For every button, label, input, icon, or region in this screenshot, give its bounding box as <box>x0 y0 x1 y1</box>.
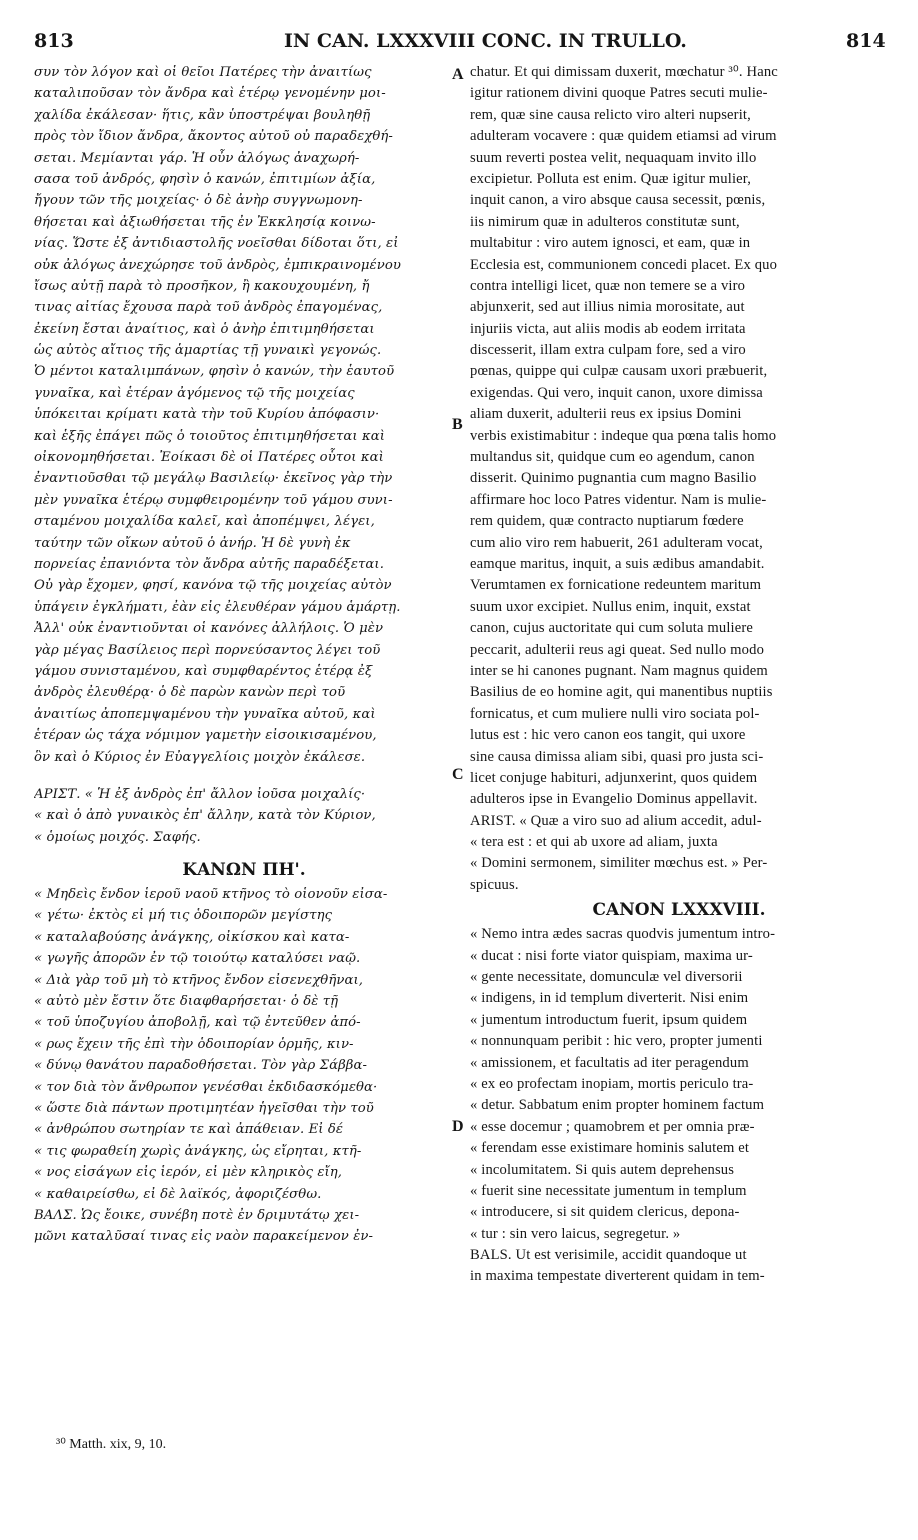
text-line: affirmare hoc loco Patres videntur. Nam is mulie- <box>470 491 767 508</box>
text-line: πορνείας ἐπανιόντα τὸν ἄνδρα αὐτῆς παραδέξεται. <box>34 556 384 572</box>
text-line: « detur. Sabbatum enim propter hominem factum <box>470 1097 765 1114</box>
text-line: « καταλαβούσης ἀνάγκης, οἰκίσκου καὶ κατα- <box>34 929 350 945</box>
text-line: suum reverti postea velit, nequaquam invito illo <box>470 149 757 166</box>
text-line: cum alio viro rem habuerit, 261 adulteram vocat, <box>470 534 763 551</box>
text-line: contra intelligi licet, quæ non temere se a viro <box>470 277 746 294</box>
text-line: ταύτην τῶν οἴκων αὐτοῦ ὁ ἀνήρ. Ἡ δὲ γυνὴ ἐκ <box>34 535 351 551</box>
margin-letter-b: B <box>452 416 463 433</box>
latin-canon-text <box>470 924 888 1245</box>
text-line: inter se hi canones pugnant. Nam magnus quidem <box>470 662 768 679</box>
text-line: « Domini sermonem, similiter mœchus est. » Per- <box>470 855 768 872</box>
text-line: Οὐ γὰρ ἔχομεν, φησί, κανόνα τῷ τῆς μοιχείας αὐτὸν <box>34 578 392 594</box>
text-line: οὐκ ἀλόγως ἀνεχώρησε τοῦ ἀνδρὸς, ἐμπικραινομένου <box>34 257 401 273</box>
text-line: « νος εἰσάγων εἰς ἱερόν, εἰ μὲν κληρικὸς εἴη, <box>34 1165 343 1181</box>
text-line: « τον διὰ τὸν ἄνθρωπον γενέσθαι ἐκδιδασκόμεθα· <box>34 1079 378 1095</box>
text-line: lutus est : hic vero canon eos tangit, qui uxore <box>470 727 746 744</box>
text-line: « δύνῳ θανάτου παραδοθήσεται. Τὸν γὰρ Σάββα- <box>34 1058 368 1074</box>
text-line: eamque maritus, inquit, a suis ædibus amandabit. <box>470 555 765 572</box>
text-line: σταμένου μοιχαλίδα καλεῖ, καὶ ἀποπέμψει, λέγει, <box>34 514 375 530</box>
latin-balsamon-note <box>470 1245 888 1288</box>
text-line: « incolumitatem. Si quis autem deprehensus <box>470 1161 735 1178</box>
text-line: ἴσως αὐτῇ παρὰ τὸ προσῆκον, ἢ κακουχουμένη, ἤ <box>34 278 370 294</box>
text-line: μὲν γυναῖκα ἑτέρῳ συμφθειρομένην τοῦ γάμου συνι- <box>34 492 393 508</box>
text-line: « γέτω· ἐκτὸς εἰ μή τις ὁδοιπορῶν μεγίστης <box>34 908 333 924</box>
text-line: Ἀλλ' οὐκ ἐναντιοῦνται οἱ κανόνες ἀλλήλοις. Ὁ μὲν <box>34 621 384 637</box>
text-line: μῶνι καταλῦσαί τινας εἰς ναὸν παρακείμενον ἐν- <box>34 1229 374 1245</box>
text-line: ΑΡΙΣΤ. « Ἡ ἐξ ἀνδρὸς ἐπ' ἄλλον ἰοῦσα μοιχαλίς· <box>34 786 366 802</box>
text-line: σεται. Μεμίανται γάρ. Ἡ οὖν ἀλόγως ἀναχωρή- <box>34 150 360 166</box>
text-line: spicuus. <box>470 876 519 893</box>
text-line: « gente necessitate, domunculæ vel diversorii <box>470 969 743 986</box>
text-line: « ρως ἔχειν τῆς ἐπὶ τὴν ὁδοιπορίαν ὁρμῆς, κιν- <box>34 1036 354 1052</box>
text-line: ἐκείνη ἔσται ἀναίτιος, καὶ ὁ ἀνὴρ ἐπιτιμηθήσεται <box>34 321 375 337</box>
text-line: igitur rationem divini quoque Patres secuti mulie- <box>470 85 768 102</box>
text-line: disserit. Quinimo pugnantia cum magno Basilio <box>470 470 757 487</box>
text-line: « ferendam esse existimare hominis salutem et <box>470 1140 750 1157</box>
text-line: injuriis victa, aut aliis modis ab eodem irritata <box>470 320 746 337</box>
text-line: multabitur : viro autem ignosci, et eam, quæ in <box>470 235 751 252</box>
text-line: θήσεται καὶ ἀξιωθήσεται τῆς ἐν Ἐκκλησίᾳ κοινω- <box>34 214 376 230</box>
latin-commentary <box>470 62 888 811</box>
text-line: « introducere, si sit quidem clericus, depona- <box>470 1204 740 1221</box>
text-line: γὰρ μέγας Βασίλειος περὶ πορνεύσαντος λέγει τοῦ <box>34 642 381 658</box>
text-line: in maxima tempestate diverterent quidam in tem- <box>470 1268 765 1285</box>
text-line: ὑπόκειται κρίματι κατὰ τὴν τοῦ Κυρίου ἀπόφασιν· <box>34 407 380 423</box>
text-line: Verumtamen ex fornicatione redeuntem maritum <box>470 577 762 594</box>
text-line: « Μηδεὶς ἔνδον ἱεροῦ ναοῦ κτῆνος τὸ οἱονοῦν εἰσα- <box>34 887 388 903</box>
text-line: « τις φωραθείη χωρὶς ἀνάγκης, ὡς εἴρηται, κτῆ- <box>34 1143 362 1159</box>
text-line: fornicatus, et cum muliere nulli viro sociata pol- <box>470 705 760 722</box>
text-line: ἀναιτίως ἀποπεμψαμένου τὴν γυναῖκα αὐτοῦ, καὶ <box>34 706 376 722</box>
text-line: abjunxerit, sed aut illius nimia morositate, aut <box>470 299 745 316</box>
text-line: « καὶ ὁ ἀπὸ γυναικὸς ἐπ' ἄλλην, κατὰ τὸν Κύριον, <box>34 808 376 824</box>
text-line: « ducat : nisi forte viator quispiam, maxima ur- <box>470 947 753 964</box>
latin-column <box>470 62 888 1288</box>
text-line: « Nemo intra ædes sacras quodvis jumentum intro- <box>470 926 776 943</box>
greek-column <box>34 62 454 1248</box>
text-line: « ὥστε διὰ πάντων προτιμητέαν ἡγεῖσθαι τὴν τοῦ <box>34 1100 374 1116</box>
text-line: inquit canon, a viro absque causa secessit, pœnis, <box>470 192 766 209</box>
text-line: νίας. Ὥστε ἐξ ἀντιδιαστολῆς νοεῖσθαι δίδοται ὅτι, εἰ <box>34 236 399 252</box>
text-line: χαλίδα ἐκάλεσαν· ἥτις, κἂν ὑποστρέψαι βουληθῇ <box>34 107 371 123</box>
page-number-left: 813 <box>34 30 74 52</box>
text-line: « ἀνθρώπου σωτηρίαν τε καὶ ἀπάθειαν. Εἰ δέ <box>34 1122 344 1138</box>
text-line: verbis existimabitur : indeque qua pœna talis homo <box>470 427 777 444</box>
text-line: γάμου συνισταμένου, καὶ συμφθαρέντος ἑτέρᾳ ἐξ <box>34 663 373 679</box>
text-line: exigendas. Qui vero, inquit canon, uxore dimissa <box>470 384 763 401</box>
text-line: multandus sit, quidque cum eo agendum, canon <box>470 449 755 466</box>
text-line: pœnas, quippe qui culpæ causam uxori præbuerit, <box>470 363 768 380</box>
text-line: « καθαιρείσθω, εἰ δὲ λαϊκός, ἀφοριζέσθω. <box>34 1186 322 1202</box>
text-line: aliam duxerit, adulterii reus ex ipsius Domini <box>470 406 742 423</box>
text-line: « tur : sin vero laicus, segregetur. » <box>470 1225 681 1242</box>
text-line: « tera est : et qui ab uxore ad aliam, juxta <box>470 834 718 851</box>
text-line: ὡς αὐτὸς αἴτιος τῆς ἁμαρτίας τῇ γυναικὶ γεγονώς. <box>34 343 382 359</box>
text-line: « nonnunquam peribit : hic vero, propter jumenti <box>470 1033 763 1050</box>
text-line: adulteram vocavere : quæ quidem etiamsi ad virum <box>470 128 777 145</box>
page-number-right: 814 <box>846 30 886 52</box>
greek-canon-title: ΚΑΝΩΝ ΠΗ'. <box>182 860 306 881</box>
text-line: οἰκονομηθήσεται. Ἐοίκασι δὲ οἱ Πατέρες οὗτοι καὶ <box>34 450 384 466</box>
margin-letter-a: A <box>452 66 464 83</box>
text-line: « τοῦ ὑποζυγίου ἀποβολῇ, καὶ τῷ ἐντεῦθεν ἀπό- <box>34 1015 361 1031</box>
text-line: « Διὰ γὰρ τοῦ μὴ τὸ κτῆνος ἔνδον εἰσενεχθῆναι, <box>34 972 364 988</box>
text-line: discesserit, illam extra culpam fore, sed a viro <box>470 342 746 359</box>
text-line: « jumentum introductum fuerit, ipsum quidem <box>470 1011 748 1028</box>
text-line: « αὐτὸ μὲν ἔστιν ὅτε διαφθαρήσεται· ὁ δὲ τῇ <box>34 994 339 1010</box>
text-line: chatur. Et qui dimissam duxerit, mœchatur ³⁰. Hanc <box>470 64 778 80</box>
text-line: « γωγῆς ἀπορῶν ἐν τῷ τοιούτῳ καταλύσει ναῷ. <box>34 951 361 967</box>
text-line: rem, quæ sine causa relicto viro alteri nupserit, <box>470 106 751 123</box>
text-line: iis nimirum quæ in adulteros constitutæ sunt, <box>470 213 740 230</box>
latin-canon-title: CANON LXXXVIII. <box>592 900 766 921</box>
text-line: Ecclesia est, communionem concedi placet. Ex quo <box>470 256 778 273</box>
text-line: « indigens, in id templum diverterit. Nisi enim <box>470 990 749 1007</box>
text-line: BALS. Ut est verisimile, accidit quandoque ut <box>470 1247 747 1264</box>
running-title: IN CAN. LXXXVIII CONC. IN TRULLO. <box>284 30 687 52</box>
text-line: καὶ ἑξῆς ἐπάγει πῶς ὁ τοιοῦτος ἐπιτιμηθήσεται καὶ <box>34 428 385 444</box>
text-line: canon, cujus auctoritate qui cum soluta muliere <box>470 620 754 637</box>
greek-canon-text <box>34 884 454 1205</box>
text-line: Basilius de eo homine agit, qui manentibus nuptiis <box>470 684 773 701</box>
running-header <box>0 30 918 60</box>
text-line: « amissionem, et facultatis ad iter peragendum <box>470 1054 749 1071</box>
text-line: « ὁμοίως μοιχός. Σαφής. <box>34 829 201 845</box>
text-line: ὃν καὶ ὁ Κύριος ἐν Εὐαγγελίοις μοιχὸν ἐκάλεσε. <box>34 749 366 765</box>
greek-balsamon-note <box>34 1205 454 1248</box>
text-line: γυναῖκα, καὶ ἑτέραν ἀγόμενος τῷ τῆς μοιχείας <box>34 385 355 401</box>
text-line: ἑτέραν ὡς τάχα νόμιμον γαμετὴν εἰσοικισαμένου, <box>34 728 377 744</box>
text-line: « ex eo profectam inopiam, mortis periculo tra- <box>470 1075 754 1092</box>
text-line: « esse docemur ; quamobrem et per omnia præ- <box>470 1118 755 1135</box>
text-line: σασα τοῦ ἀνδρός, φησὶν ὁ κανών, ἐπιτιμίων ἀξία, <box>34 171 376 187</box>
text-line: sine causa dimissa aliam sibi, quasi pro justa sci- <box>470 748 764 765</box>
text-line: peccarit, adulterii reus agi queat. Sed nullo modo <box>470 641 765 658</box>
text-line: ΒΑΛΣ. Ὡς ἔοικε, συνέβη ποτὲ ἐν δριμυτάτῳ χει- <box>34 1207 360 1223</box>
text-line: πρὸς τὸν ἴδιον ἄνδρα, ἄκοντος αὐτοῦ οὐ παραδεχθή- <box>34 129 393 145</box>
margin-letter-d: D <box>452 1118 464 1135</box>
text-line: Ὁ μέντοι καταλιμπάνων, φησὶν ὁ κανών, τὴν ἑαυτοῦ <box>34 364 395 380</box>
text-line: ἐναντιοῦσθαι τῷ μεγάλῳ Βασιλείῳ· ἐκεῖνος γὰρ τὴν <box>34 471 393 487</box>
text-line: τινας αἰτίας ἔχουσα παρὰ τοῦ ἀνδρὸς ἐπαγομένας, <box>34 300 383 316</box>
greek-aristenus-note <box>34 784 454 848</box>
text-line: συν τὸν λόγον καὶ οἱ θεῖοι Πατέρες τὴν ἀναιτίως <box>34 65 372 80</box>
text-line: ἤγουν τῶν τῆς μοιχείας· ὁ δὲ ἀνὴρ συγγνωμονη- <box>34 193 363 209</box>
text-line: excipietur. Polluta est enim. Quæ igitur mulier, <box>470 170 752 187</box>
footnote: ³⁰ Matth. xix, 9, 10. <box>56 1437 167 1452</box>
text-line: rem quidem, quæ contracto nuptiarum fœdere <box>470 513 744 530</box>
text-line: ARIST. « Quæ a viro suo ad alium accedit, adul- <box>470 812 762 829</box>
latin-aristenus-note <box>470 811 888 897</box>
text-line: licet conjuge habituri, adjunxerint, quos quidem <box>470 769 758 786</box>
text-line: ἀνδρὸς ἐλευθέρᾳ· ὁ δὲ παρὼν κανὼν περὶ τοῦ <box>34 685 346 701</box>
margin-letter-c: C <box>452 766 464 783</box>
text-line: καταλιποῦσαν τὸν ἄνδρα καὶ ἑτέρῳ γενομένην μοι- <box>34 86 386 102</box>
text-line: ὑπάγειν ἐγκλήματι, ἐὰν εἰς ἐλευθέραν γάμου ἁμάρτῃ. <box>34 599 401 615</box>
text-line: suum uxor excipiet. Nullus enim, inquit, exstat <box>470 598 751 615</box>
text-line: adulteros ipse in Evangelio Dominus appellavit. <box>470 791 758 808</box>
text-line: « fuerit sine necessitate jumentum in templum <box>470 1182 747 1199</box>
greek-commentary <box>34 62 454 768</box>
